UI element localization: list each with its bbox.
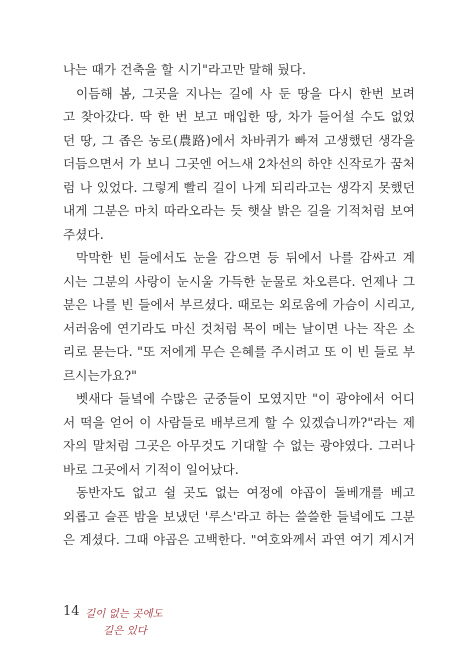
text-line: 르시는가요?" xyxy=(63,367,138,383)
text-line: 막막한 빈 들에서도 눈을 감으면 등 뒤에서 나를 감싸고 계 xyxy=(76,250,415,265)
text-line: 자의 말처럼 그곳은 아무것도 기대할 수 없는 광야였다. 그러나 xyxy=(63,438,415,453)
text-line: 서 떡을 얻어 이 사람들로 배부르게 할 수 있겠습니까?"라는 제 xyxy=(63,414,415,430)
text-line: 더듬으면서 가 보니 그곳엔 어느새 2차선의 하얀 신작로가 꿈처 xyxy=(63,156,415,171)
text-line: 리로 묻는다. "또 저에게 무슨 은혜를 주시려고 또 이 빈 들로 부 xyxy=(63,344,415,359)
text-line: 시는 그분의 사랑이 눈시울 가득한 눈물로 차오른다. 언제나 그 xyxy=(63,273,415,289)
text-line: 주셨다. xyxy=(63,226,104,242)
logo-line-1: 길이 없는 곳에도 xyxy=(85,608,163,620)
text-line: 동반자도 없고 쉴 곳도 없는 여정에 야곱이 돌베개를 베고 xyxy=(76,485,415,500)
text-line: 은 계셨다. 그때 야곱은 고백한다. "여호와께서 과연 여기 계시거 xyxy=(63,532,415,547)
book-title-logo xyxy=(83,601,203,641)
logo-line-2: 길은 있다 xyxy=(103,625,147,637)
text-line: 던 땅, 그 좁은 농로(農路)에서 차바퀴가 빠져 고생했던 생각을 xyxy=(63,132,415,148)
text-line: 이듬해 봄, 그곳을 지나는 길에 사 둔 땅을 다시 한번 보려 xyxy=(76,85,415,101)
page-number: 14 xyxy=(63,604,80,619)
text-line: 서러움에 연기라도 마신 것처럼 목이 메는 날이면 나는 작은 소 xyxy=(63,320,415,336)
text-line: 분은 나를 빈 들에서 부르셨다. 때로는 외로움에 가슴이 시리고, xyxy=(63,297,415,312)
text-line: 나는 때가 건축을 할 시기"라고만 말해 뒀다. xyxy=(63,62,307,77)
text-line: 외롭고 슬픈 밤을 보냈던 '루스'라고 하는 쓸쓸한 들녘에도 그분 xyxy=(63,508,415,524)
text-line: 고 찾아갔다. 딱 한 번 보고 매입한 땅, 차가 들어설 수도 없었 xyxy=(63,109,415,124)
body-text xyxy=(63,58,415,552)
text-line: 바로 그곳에서 기적이 일어났다. xyxy=(63,461,239,477)
text-line: 럼 나 있었다. 그렇게 빨리 길이 나게 되리라고는 생각지 못했던 xyxy=(63,179,415,195)
text-line: 벳새다 들녘에 수많은 군중들이 모였지만 "이 광야에서 어디 xyxy=(76,391,415,406)
text-line: 내게 그분은 마치 따라오라는 듯 햇살 밝은 길을 기적처럼 보여 xyxy=(63,203,415,218)
page-footer xyxy=(63,601,263,641)
